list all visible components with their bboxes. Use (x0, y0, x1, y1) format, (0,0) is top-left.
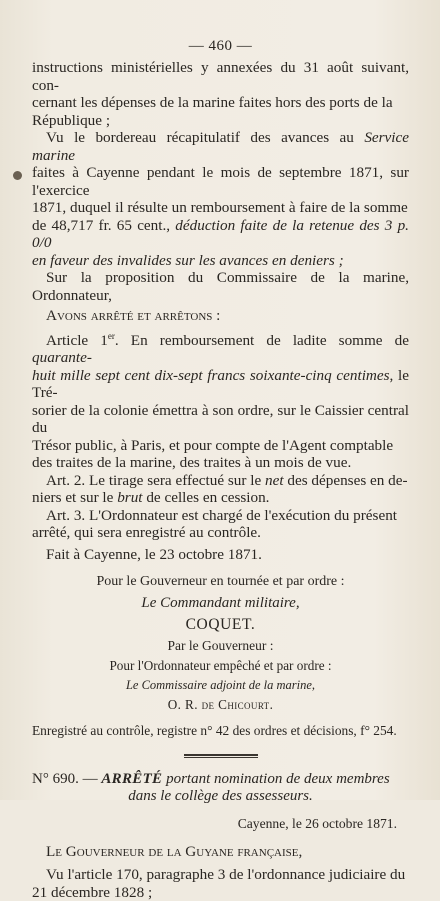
decree-formula: Avons arrêté et arrêtons : (46, 307, 221, 324)
place-date: Fait à Cayenne, le 23 octobre 1871. (46, 545, 262, 563)
body-line: niers et sur le brut de celles en cession. (32, 489, 270, 507)
signature-name: COQUET. (185, 616, 256, 634)
body-line: de 48,717 fr. 65 cent., déduction faite de la retenue des 3 p. 0/0 (32, 216, 409, 251)
page-number: — 460 — (188, 38, 253, 54)
body-line: 1871, duquel il résulte un remboursement à faire de la somme (32, 199, 408, 216)
signature-title: Le Commissaire adjoint de la marine, (125, 678, 316, 693)
body-line: Trésor public, à Paris, et pour compte de l'Agent comptable (32, 436, 394, 454)
body-line: cernant les dépenses de la marine faites hors des ports de la (32, 94, 393, 111)
body-line: République ; (32, 111, 111, 129)
emphasis: Service marine (32, 129, 409, 164)
signature-line: Pour le Gouverneur en tournée et par ordre : (96, 574, 345, 590)
body-line: sorier de la colonie émettra à son ordre, sur le Caissier central du (32, 401, 409, 437)
signature-line: Par le Gouverneur : (167, 638, 274, 654)
body-line: des traites de la marine, des traites à un mois de vue. (32, 454, 352, 472)
signature-name: O. R. de Chicourt. (167, 697, 274, 713)
body-line: faites à Cayenne pendant le mois de septembre 1871, sur l'exercice (32, 164, 409, 199)
registration-note: Enregistré au contrôle, registre n° 42 des ordres et décisions, f° 254. (32, 723, 397, 739)
article-1: Article 1er. En remboursement de ladite somme de quarante- (32, 330, 409, 367)
body-line: arrêté, qui sera enregistré au contrôle. (32, 524, 261, 542)
body-line: 21 décembre 1828 ; (32, 883, 153, 901)
body-line: huit mille sept cent dix-sept francs soixante-cinq centimes, le Tré- (32, 366, 409, 402)
article-3: Art. 3. L'Ordonnateur est chargé de l'exécution du présent (46, 506, 398, 524)
dateline: Cayenne, le 26 octobre 1871. (237, 815, 397, 831)
article-2: Art. 2. Le tirage sera effectué sur le net des dépenses en de- (46, 471, 408, 489)
governor-line: Le Gouverneur de la Guyane française, (46, 842, 303, 860)
ink-blot (13, 171, 22, 180)
section-divider (184, 754, 258, 758)
emphasis: déduction faite de la retenue des 3 p. 0/0 (32, 216, 409, 251)
body-line: Vu le bordereau récapitulatif des avances au Service marine (32, 129, 409, 164)
act-heading: N° 690. — ARRÊTÉ portant nomination de deux membres (32, 770, 390, 787)
body-line: Vu l'article 170, paragraphe 3 de l'ordonnance judiciaire du (46, 866, 406, 884)
signature-title: Le Commandant militaire, (141, 595, 300, 612)
act-heading-line2: dans le collège des assesseurs. (128, 788, 313, 805)
body-line: en faveur des invalides sur les avances en deniers ; (32, 251, 344, 269)
signature-line: Pour l'Ordonnateur empêché et par ordre : (109, 658, 332, 674)
body-line: Sur la proposition du Commissaire de la marine, Ordonnateur, (32, 269, 409, 304)
body-line: instructions ministérielles y annexées du 31 août suivant, con- (32, 59, 409, 94)
